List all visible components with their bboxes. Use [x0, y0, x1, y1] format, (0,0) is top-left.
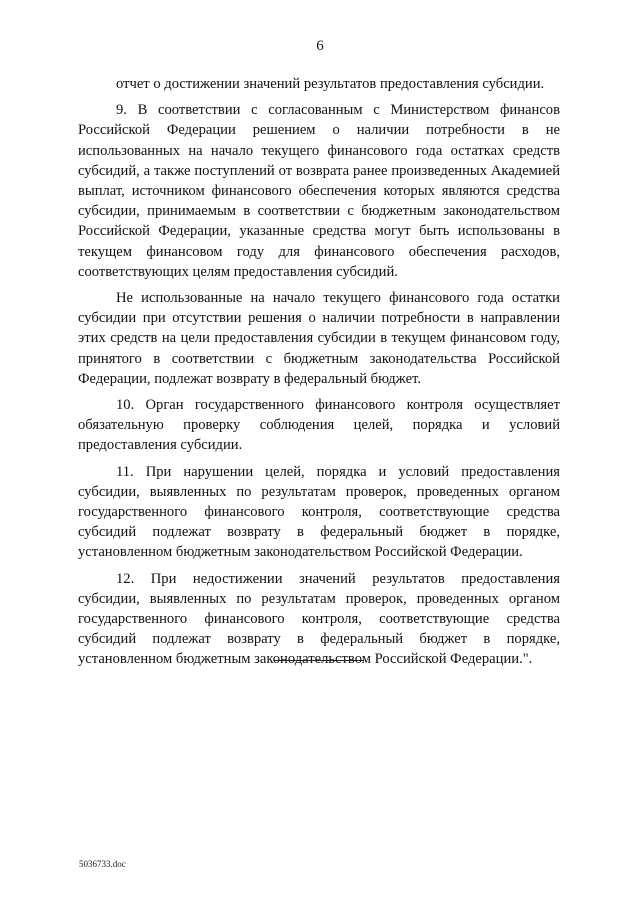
- footer-doc-id: 5036733.doc: [79, 859, 126, 869]
- paragraph-item-10: 10. Орган государственного финансового контроля осуществляет обязательную проверку соблюдения целей, порядка и условий предоставления субсидии.: [78, 397, 560, 454]
- page-number: 6: [316, 38, 324, 54]
- paragraph-unused-balances: Не использованные на начало текущего финансового года остатки субсидии при отсутствии решения о наличии потребности в направлении этих средств на цели предоставления субсидии в текущем финансовом году, принятого в соответствии с бюджетным законодательства Российской Федерации, подлежат возврату в федеральный бюджет.: [78, 290, 560, 387]
- document-body: [78, 74, 560, 676]
- end-divider-line: [274, 660, 364, 661]
- paragraph-item-9: 9. В соответствии с согласованным с Министерством финансов Российской Федерации решением о наличии потребности в не использованных на начало текущего финансового года остатках средств субсидий, а также поступлений от возврата ранее произведенных Академией выплат, источником финансового обеспечения которых являются средства субсидии, принимаемым в соответствии с бюджетным законодательством Российской Федерации, указанные средства могут быть использованы в текущем финансовом году для финансового обеспечения расходов, соответствующих целям предоставления субсидий.: [78, 102, 560, 280]
- paragraph-item-11: 11. При нарушении целей, порядка и условий предоставления субсидии, выявленных по результатам проверок, проведенных органом государственного финансового контроля, соответствующие средства субсидий подлежат возврату в федеральный бюджет в порядке, установленном бюджетным законодательством Российской Федерации.: [78, 463, 560, 561]
- paragraph-item-12: 12. При недостижении значений результатов предоставления субсидии, выявленных по результатам проверок, проведенных органом государственного финансового контроля, соответствующие средства субсидий подлежат возврату в федеральный бюджет в порядке, установленном бюджетным законодательством Российской Федерации.".: [78, 570, 560, 668]
- paragraph-continuation: отчет о достижении значений результатов предоставления субсидии.: [116, 76, 545, 92]
